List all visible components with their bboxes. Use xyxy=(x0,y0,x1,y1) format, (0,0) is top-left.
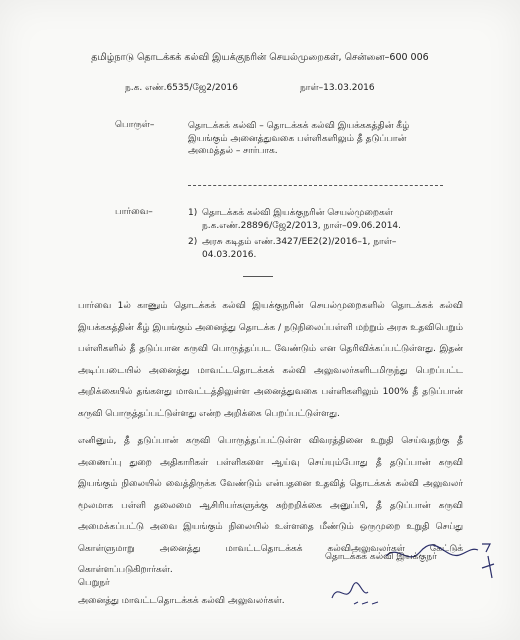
references-label: பார்வை– xyxy=(115,207,153,217)
office-header: தமிழ்நாடு தொடக்கக் கல்வி இயக்குநரின் செயல்முறைகள், சென்னை–600 006 xyxy=(91,52,429,63)
reference-item-number: 1) xyxy=(188,208,198,218)
section-divider xyxy=(243,276,273,277)
body-paragraph-1: பார்வை 1ல் காணும் தொடக்கக் கல்வி இயக்குநரின் செயல்முறைகளில் தொடக்கக் கல்வி இயக்ககத்தின் கீழ் இயங்கும் அனைத்து தொடக்க / நடுநிலைப்பள்ளி மற்றும் அரசு உதவிபெறும் பள்ளிகளில் தீ தடுப்பான கருவி பொருத்தப்பட வேண்டும் என தெரிவிக்கப்பட்டுள்ளது. இதன் அடிப்படையில் அனைத்து மாவட்டதொடக்கக் கல்வி அலுவலர்களிடமிருந்து பெறப்பட்ட அறிக்கையில் தங்களது மாவட்டத்திலுள்ள அனைத்துவகை பள்ளிகளிலும் 100% தீ தடுப்பான் கருவி பொருத்தப்பட்டுள்ளது என்ற அறிக்கை பெறப்பட்டுள்ளது. xyxy=(78,301,463,419)
reference-item-text: அரசு கடிதம் எண்.3427/EE2(2)/2016–1, நாள்–04.03.2016. xyxy=(202,237,397,260)
subject-text: தொடக்கக் கல்வி – தொடக்கக் கல்வி இயக்ககத்தின் கீழ் இயங்கும் அனைத்துவகை பள்ளிகளிலும் தீ தடுப்பான் அமைத்தல் – சார்பாக. xyxy=(188,121,410,156)
signatory-title: தொடக்கக் கல்வி இயக்குநர் xyxy=(325,552,437,562)
recipient-text: அனைத்து மாவட்டதொடக்கக் கல்வி அலுவலர்கள். xyxy=(78,596,285,606)
reference-item xyxy=(188,236,448,261)
handwritten-signature xyxy=(378,538,498,588)
subject-label: பொருள்– xyxy=(115,120,155,130)
initial-signature xyxy=(328,578,388,608)
reference-item-text: தொடக்கக் கல்வி இயக்குநரின் செயல்முறைகள் ந.க.எண்.28896/ஜே2/2013, நாள்–09.06.2014. xyxy=(202,208,402,231)
references-list xyxy=(188,207,448,265)
reference-number: ந.க. எண்.6535/ஜே2/2016 xyxy=(125,83,238,93)
reference-item-number: 2) xyxy=(188,237,198,247)
subject-divider xyxy=(188,185,443,186)
body-paragraph-2: எனினும், தீ தடுப்பான் கருவி பொருத்தப்பட்டுள்ள விவரத்தினை உறுதி செய்வதற்கு தீ அணைப்பு துறை அதிகாரிகள் பள்ளிகளை ஆய்வு செய்யும்போது தீ தடுப்பான் கருவி இயங்கும் நிலையில் வைத்திருக்க வேண்டும் என்பதனை உதவித் தொடக்கக் கல்வி அலுவலர் மூலமாக பள்ளி தலைமை ஆசிரியர்களுக்கு சுற்றறிக்கை அனுப்பி, தீ தடுப்பான் கருவி அமைக்கப்பட்டு அவை இயங்கும் நிலையில் உள்ளதை மீண்டும் ஒருமுறை உறுதி செய்து கொள்ளுமாறு அனைத்து மாவட்டதொடக்கக் கல்விஅலுவலர்கள் கேட்டுக் கொள்ளப்படுகிறார்கள். xyxy=(78,436,463,575)
letter-date: நாள்–13.03.2016 xyxy=(300,83,375,93)
reference-item xyxy=(188,207,448,232)
recipient-label: பெறுநர் xyxy=(78,578,110,588)
